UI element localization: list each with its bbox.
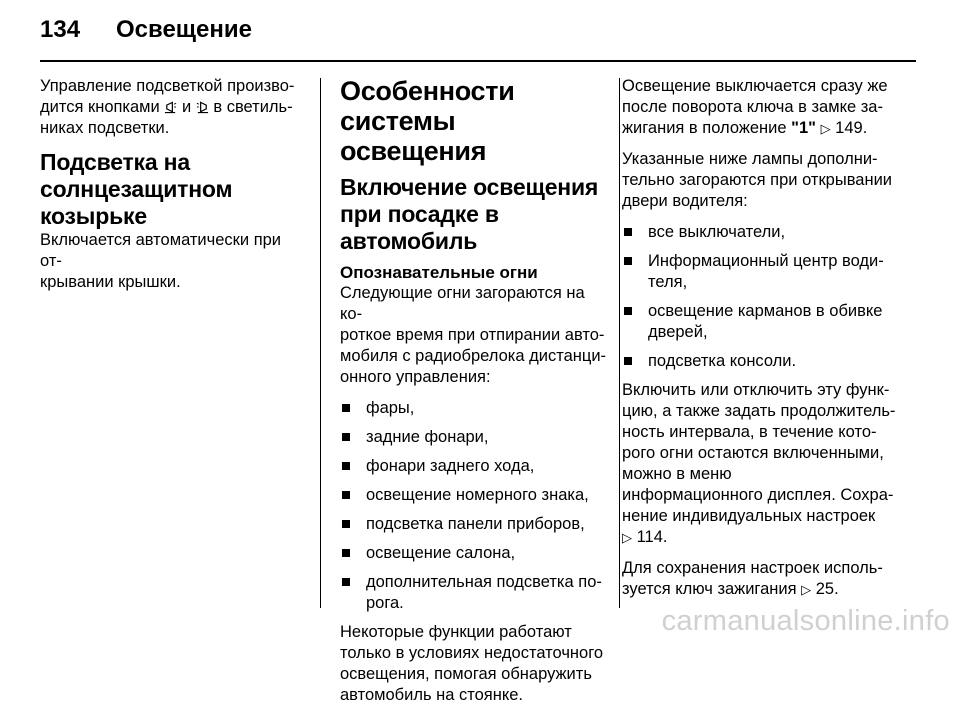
page-reference[interactable]: 149. xyxy=(835,119,868,137)
rear-light-right-icon xyxy=(196,100,209,114)
text-line: освещение салона, xyxy=(366,544,516,562)
text-line: рого огни остаются включенными, xyxy=(622,444,884,462)
list-item xyxy=(622,351,910,372)
text-line: цию, а также задать продолжитель- xyxy=(622,402,896,420)
list-item xyxy=(622,222,910,243)
page-header xyxy=(40,16,916,56)
text-line: Некоторые функции работают xyxy=(340,623,572,641)
heading-line: Включение освещения xyxy=(340,174,599,200)
heading-line: козырьке xyxy=(40,203,147,229)
list-item xyxy=(340,456,610,477)
list-item xyxy=(340,485,610,506)
text-line: никах подсветки. xyxy=(40,119,170,137)
text-line: крывании крышки. xyxy=(40,273,181,291)
text-line: только в условиях недостаточного xyxy=(340,644,604,662)
bullet-icon xyxy=(342,462,350,470)
bullet-icon xyxy=(342,433,350,441)
text-line: Следующие огни загораются на ко- xyxy=(340,284,585,323)
bullet-icon xyxy=(624,257,632,265)
switch-off-paragraph xyxy=(622,76,910,139)
text-line: освещение номерного знака, xyxy=(366,486,589,504)
key-paragraph xyxy=(622,558,910,600)
text-line: дверей, xyxy=(648,323,708,341)
text-line: нение индивидуальных настроек xyxy=(622,507,876,525)
bullet-icon xyxy=(624,307,632,315)
driver-door-list xyxy=(622,222,910,372)
heading-line: Подсветка на xyxy=(40,149,190,175)
intro-paragraph xyxy=(40,76,306,139)
heading-line: Особенности системы xyxy=(340,76,515,136)
driver-door-paragraph xyxy=(622,149,910,212)
page-reference-arrow-icon: ▷ xyxy=(801,582,812,597)
subsection-heading-locator-lights: Опознавательные огни xyxy=(340,263,538,282)
settings-paragraph xyxy=(622,380,910,548)
text-line: теля, xyxy=(648,273,688,291)
list-item xyxy=(340,572,610,614)
column-1 xyxy=(40,76,306,303)
bullet-icon xyxy=(342,404,350,412)
column-divider-1 xyxy=(320,78,321,608)
bullet-icon xyxy=(342,549,350,557)
page-reference[interactable]: 114. xyxy=(636,528,668,546)
list-item xyxy=(622,251,910,293)
text-line: освещение карманов в обивке xyxy=(648,302,883,320)
heading-line: освещения xyxy=(340,136,487,166)
list-item xyxy=(340,398,610,419)
text-line: онного управления: xyxy=(340,368,491,386)
text-line: Информационный центр води- xyxy=(648,252,884,270)
text-line: в светиль- xyxy=(213,98,293,116)
text-line: Указанные ниже лампы дополни- xyxy=(622,150,878,168)
text-line: после поворота ключа в замке за- xyxy=(622,98,883,116)
page-heading: Освещение xyxy=(116,16,252,43)
text-line: информационного дисплея. Сохра- xyxy=(622,486,894,504)
text-line: дополнительная подсветка по- xyxy=(366,573,602,591)
text-line: фонари заднего хода, xyxy=(366,457,535,475)
bullet-icon xyxy=(342,520,350,528)
page-reference-arrow-icon: ▷ xyxy=(820,121,831,136)
page-number: 134 xyxy=(40,16,81,43)
list-item xyxy=(622,301,910,343)
text-line: ность интервала, в течение кото- xyxy=(622,423,877,441)
text-line: Включается автоматически при от- xyxy=(40,231,282,270)
text-line: жигания в положение xyxy=(622,119,787,137)
locator-lights-list xyxy=(340,398,610,614)
heading-line: при посадке в xyxy=(340,201,499,227)
text-line: мобиля с радиобрелока дистанци- xyxy=(340,347,607,365)
page-reference-arrow-icon: ▷ xyxy=(622,530,632,545)
text-line: можно в меню xyxy=(622,465,732,483)
bullet-icon xyxy=(342,491,350,499)
section-heading-visor-light xyxy=(40,149,306,230)
text-line: задние фонари, xyxy=(366,428,489,446)
section-heading-entry-lighting xyxy=(340,174,610,255)
locator-lights-paragraph xyxy=(340,283,610,388)
list-item xyxy=(340,514,610,535)
text-line: Для сохранения настроек исполь- xyxy=(622,559,883,577)
page-reference[interactable]: 25. xyxy=(815,580,839,598)
text-line: тельно загораются при открывании xyxy=(622,171,893,189)
column-3 xyxy=(622,76,910,610)
text-line: дится кнопками xyxy=(40,98,160,116)
text-line: подсветка панели приборов, xyxy=(366,515,585,533)
chapter-heading xyxy=(340,76,610,166)
heading-line: солнцезащитном xyxy=(40,176,233,202)
rear-light-left-icon xyxy=(164,100,177,114)
text-line: рога. xyxy=(366,594,404,612)
column-divider-2 xyxy=(619,78,620,608)
text-line: Включить или отключить эту функ- xyxy=(622,381,890,399)
visor-light-paragraph xyxy=(40,230,306,293)
text-line: Освещение выключается сразу же xyxy=(622,77,888,95)
header-rule xyxy=(40,60,916,62)
column-2 xyxy=(340,76,610,716)
watermark: carmanualsonline.info xyxy=(661,605,950,637)
text-word: и xyxy=(181,98,192,116)
text-line: автомобиль на стоянке. xyxy=(340,686,524,704)
note-paragraph xyxy=(340,622,610,706)
bullet-icon xyxy=(624,228,632,236)
text-line: фары, xyxy=(366,399,415,417)
bullet-icon xyxy=(624,357,632,365)
text-line: роткое время при отпирании авто- xyxy=(340,326,605,344)
key-position-label: "1" xyxy=(791,119,816,137)
text-line: двери водителя: xyxy=(622,192,748,210)
text-line: подсветка консоли. xyxy=(648,352,797,370)
text-line: Управление подсветкой произво- xyxy=(40,77,295,95)
bullet-icon xyxy=(342,578,350,586)
text-line: освещения, помогая обнаружить xyxy=(340,665,592,683)
list-item xyxy=(340,543,610,564)
text-line: все выключатели, xyxy=(648,223,786,241)
heading-line: автомобиль xyxy=(340,228,478,254)
text-line: зуется ключ зажигания xyxy=(622,580,797,598)
list-item xyxy=(340,427,610,448)
